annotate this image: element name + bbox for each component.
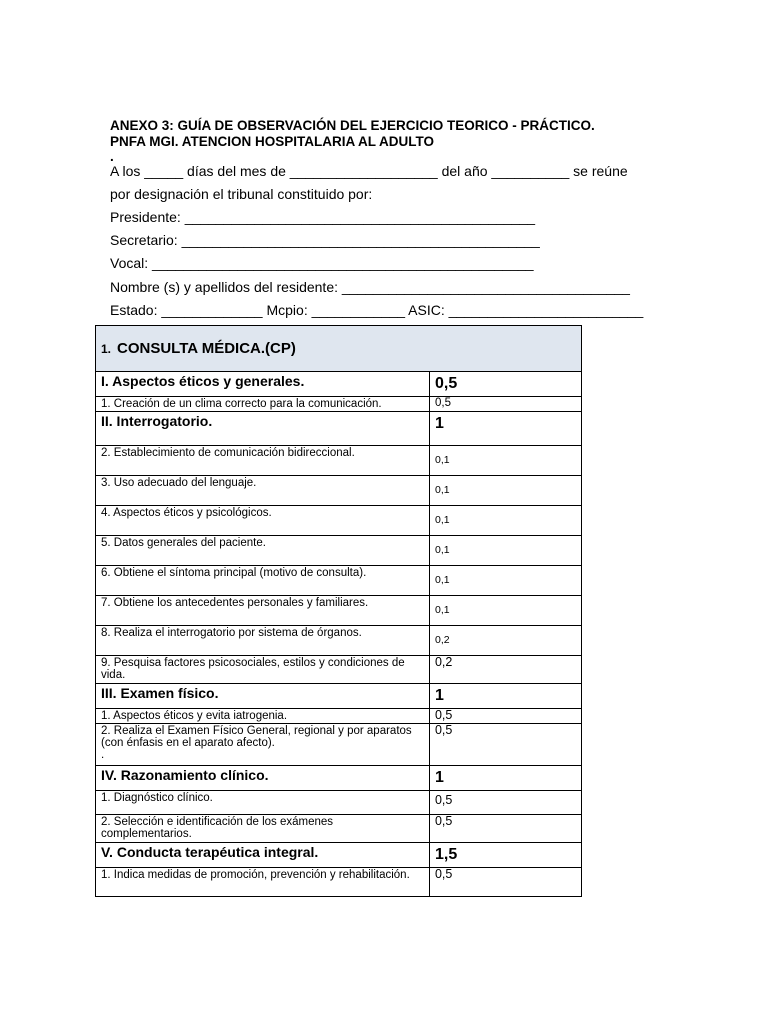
vocal-field: Vocal: _________________________________________________ xyxy=(110,255,534,271)
table-row xyxy=(96,372,582,397)
header-title: CONSULTA MÉDICA.(CP) xyxy=(117,340,296,357)
table-row xyxy=(96,626,582,656)
designation-line: por designación el tribunal constituido por: xyxy=(110,186,373,202)
table-row xyxy=(96,506,582,536)
evaluation-table xyxy=(95,325,582,897)
secretario-field: Secretario: ______________________________________________ xyxy=(110,232,540,248)
item-label: 4. Aspectos éticos y psicológicos. xyxy=(96,506,430,536)
table-row xyxy=(96,596,582,626)
item-value: 0,1 xyxy=(429,566,581,596)
table-row xyxy=(96,766,582,791)
table-row xyxy=(96,476,582,506)
header-number: 1. xyxy=(101,342,112,356)
item-value: 0,5 xyxy=(429,397,581,412)
table-row xyxy=(96,843,582,868)
table-row xyxy=(96,412,582,446)
item-label: 2. Realiza el Examen Físico General, regional y por aparatos (con énfasis en el aparato afecto). xyxy=(101,725,412,749)
item-label: 9. Pesquisa factores psicosociales, estilos y condiciones de vida. xyxy=(96,656,430,684)
item-label: 2. Establecimiento de comunicación bidireccional. xyxy=(96,446,430,476)
item-label: 1. Diagnóstico clínico. xyxy=(96,791,430,815)
table-row xyxy=(96,709,582,724)
item-value: 0,1 xyxy=(429,476,581,506)
table-row xyxy=(96,724,582,766)
table-row xyxy=(96,536,582,566)
item-value: 0,1 xyxy=(429,506,581,536)
section-label: IV. Razonamiento clínico. xyxy=(96,766,430,791)
section-label: I. Aspectos éticos y generales. xyxy=(96,372,430,397)
item-label: 1. Aspectos éticos y evita iatrogenia. xyxy=(96,709,430,724)
item-label: 6. Obtiene el síntoma principal (motivo de consulta). xyxy=(96,566,430,596)
table-row xyxy=(96,791,582,815)
table-row xyxy=(96,397,582,412)
table-row xyxy=(96,815,582,843)
item-value: 0,5 xyxy=(429,815,581,843)
item-value: 0,1 xyxy=(429,446,581,476)
estado-field: Estado: _____________ Mcpio: ____________ ASIC: _________________________ xyxy=(110,302,644,318)
table-row xyxy=(96,446,582,476)
title-dot: . xyxy=(110,149,114,164)
section-label: III. Examen físico. xyxy=(96,684,430,709)
item-label: 5. Datos generales del paciente. xyxy=(96,536,430,566)
title-line-1: ANEXO 3: GUÍA DE OBSERVACIÓN DEL EJERCICIO TEORICO - PRÁCTICO. xyxy=(110,118,595,133)
section-value: 1 xyxy=(429,412,581,446)
date-line: A los _____ días del mes de ___________________ del año __________ se reúne xyxy=(110,163,628,179)
item-label-dot: . xyxy=(101,749,105,761)
item-label: 3. Uso adecuado del lenguaje. xyxy=(96,476,430,506)
item-value: 0,1 xyxy=(429,536,581,566)
item-value: 0,5 xyxy=(429,791,581,815)
item-value: 0,5 xyxy=(429,709,581,724)
item-value: 0,2 xyxy=(429,626,581,656)
table-header-row xyxy=(96,326,582,372)
item-label: 8. Realiza el interrogatorio por sistema de órganos. xyxy=(96,626,430,656)
section-label: V. Conducta terapéutica integral. xyxy=(96,843,430,868)
item-label: 2. Selección e identificación de los exámenes complementarios. xyxy=(96,815,430,843)
item-value: 0,2 xyxy=(429,656,581,684)
table-row xyxy=(96,656,582,684)
section-value: 1 xyxy=(429,766,581,791)
item-label: 1. Creación de un clima correcto para la comunicación. xyxy=(96,397,430,412)
table-header-cell xyxy=(96,326,582,372)
residente-field: Nombre (s) y apellidos del residente: _____________________________________ xyxy=(110,279,630,295)
section-value: 1,5 xyxy=(429,843,581,868)
title-line-2: PNFA MGI. ATENCION HOSPITALARIA AL ADULTO xyxy=(110,134,434,149)
table-row xyxy=(96,566,582,596)
section-label: II. Interrogatorio. xyxy=(96,412,430,446)
section-value: 1 xyxy=(429,684,581,709)
table-row xyxy=(96,684,582,709)
item-value: 0,5 xyxy=(429,868,581,897)
item-label: 1. Indica medidas de promoción, prevención y rehabilitación. xyxy=(96,868,430,897)
presidente-field: Presidente: _____________________________________________ xyxy=(110,209,536,225)
item-value: 0,1 xyxy=(429,596,581,626)
item-label-cell xyxy=(96,724,430,766)
item-label: 7. Obtiene los antecedentes personales y familiares. xyxy=(96,596,430,626)
table-row xyxy=(96,868,582,897)
section-value: 0,5 xyxy=(429,372,581,397)
item-value: 0,5 xyxy=(429,724,581,766)
